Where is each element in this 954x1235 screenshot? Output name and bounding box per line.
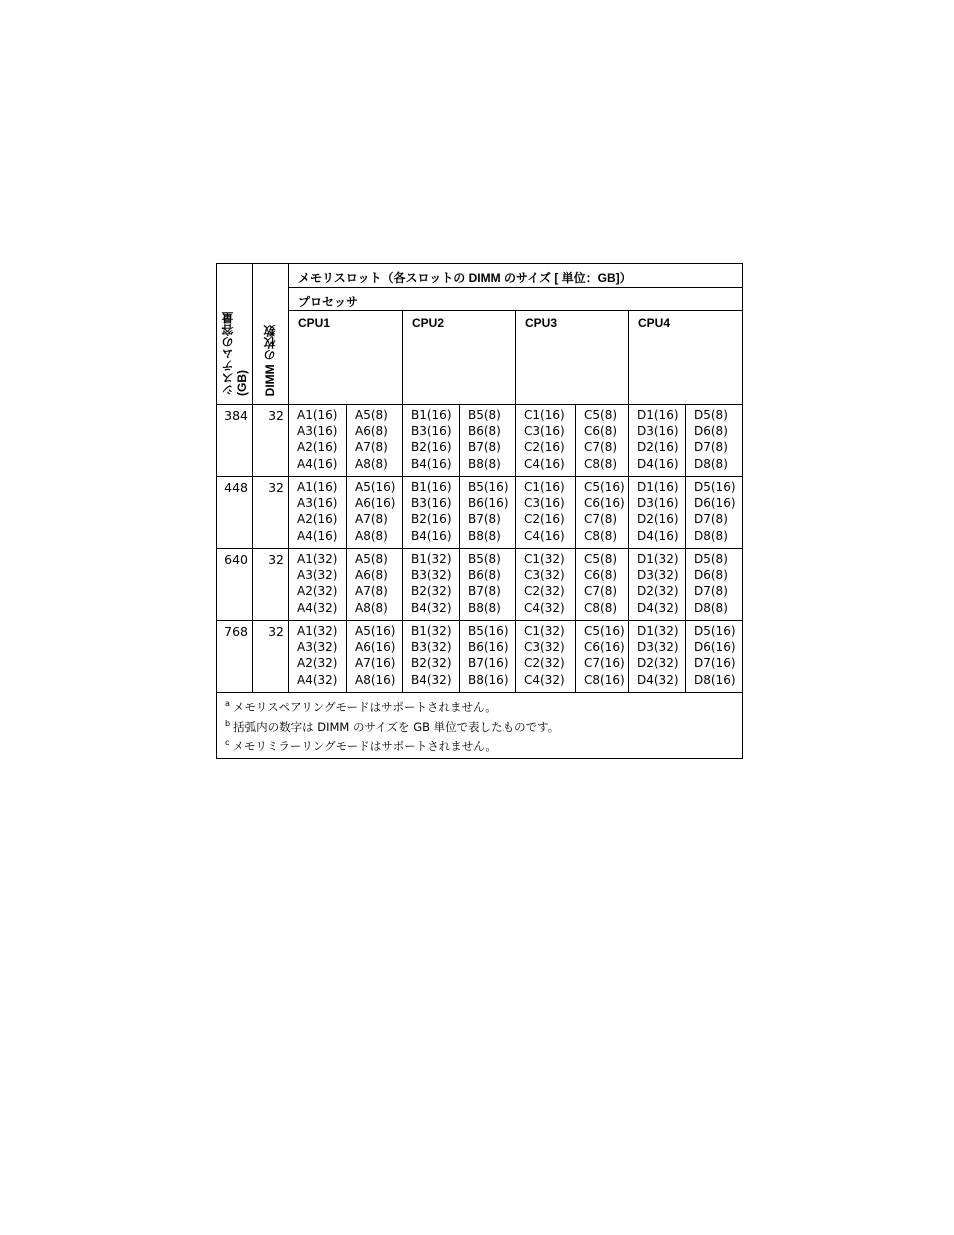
dimm-slot: A7(8) [355,512,388,527]
dimm-slot: C1(16) [524,408,565,422]
dimm-slot: C3(16) [524,496,565,511]
dimm-slot: B2(32) [411,584,452,599]
dimm-slot: A7(8) [355,440,388,455]
slot-cell [576,621,629,693]
dimm-slot: B8(8) [468,600,501,615]
dimm-slot: B7(8) [468,512,501,527]
slot-cell [347,477,403,549]
dimm-slot: C5(16) [584,480,625,494]
footnote-b: $^b$ 括弧内の数字は DIMM のサイズを GB 単位で表したものです。 [225,718,560,734]
dimm-slot: D8(8) [694,600,728,615]
dimm-slot: C5(16) [584,624,625,638]
dimm-slot: C8(8) [584,528,618,543]
dimm-slot: D4(16) [637,528,679,543]
dimm-slot: C3(32) [524,568,565,583]
dimm-slot: B6(16) [468,640,509,655]
dimm-slot: D4(32) [637,672,679,687]
dimm-slot: C5(8) [584,552,618,566]
dimm-slot: A6(8) [355,568,388,583]
slot-cell [516,621,576,693]
dimm-slot: A6(8) [355,424,388,439]
dimm-slot: B4(16) [411,456,452,471]
dimm-slot: D1(16) [637,408,679,422]
slot-cell [460,621,516,693]
dimm-slot: C8(8) [584,600,618,615]
slot-cell [403,549,460,621]
dimm-slot: A4(32) [297,672,338,687]
dimm-slot: D3(16) [637,424,679,439]
dimm-slot: D5(8) [694,408,728,422]
dimm-slot: A1(16) [297,408,338,422]
dimm-slot: D6(16) [694,496,736,511]
slot-cell [403,405,460,477]
slot-cell [289,621,347,693]
dimm-slot: B5(16) [468,624,509,638]
dimm-slot: C6(8) [584,424,618,439]
table-row [217,549,743,621]
capacity-header-line1: システムの容量 [221,312,235,396]
dimm-slot: B2(16) [411,512,452,527]
slot-cell [516,549,576,621]
dimm-count-cell: 32 [253,549,289,621]
dimm-slot: D1(32) [637,552,679,566]
dimm-slot: B7(8) [468,440,501,455]
slot-cell [289,477,347,549]
table-row [217,477,743,549]
dimm-slot: B8(16) [468,672,509,687]
dimm-slot: C7(16) [584,656,625,671]
dimm-slot: A6(16) [355,496,396,511]
dimm-slot: A2(16) [297,512,338,527]
dimm-slot: C8(8) [584,456,618,471]
dimm-slot: C6(8) [584,568,618,583]
dimm-slot: D6(8) [694,424,728,439]
slot-cell [347,621,403,693]
dimm-slot: A2(32) [297,656,338,671]
footnote-c: $^c$ メモリミラーリングモードはサポートされません。 [225,738,497,753]
dimm-slot: C7(8) [584,440,618,455]
dimm-count-cell: 32 [253,405,289,477]
dimm-slot: B3(32) [411,568,452,583]
dimm-slot: C8(16) [584,672,625,687]
footnote-a: $^a$ メモリスペアリングモードはサポートされません。 [225,699,497,714]
dimm-slot: A5(8) [355,552,388,566]
dimm-count-header: DIMM の枚数 [263,324,277,396]
cpu2-header: CPU2 [403,311,516,405]
dimm-slot: A1(32) [297,624,338,638]
dimm-slot: A3(16) [297,496,338,511]
dimm-slot: C7(8) [584,584,618,599]
cpu1-header: CPU1 [289,311,403,405]
dimm-slot: B4(16) [411,528,452,543]
dimm-slot: A3(32) [297,640,338,655]
dimm-slot: B6(8) [468,568,501,583]
dimm-slot: C4(16) [524,456,565,471]
dimm-slot: D1(16) [637,480,679,494]
dimm-slot: C6(16) [584,640,625,655]
dimm-slot: C5(8) [584,408,618,422]
dimm-slot: A2(16) [297,440,338,455]
dimm-slot: A8(8) [355,456,388,471]
dimm-slot: B4(32) [411,672,452,687]
footnotes [217,693,743,759]
dimm-slot: A4(32) [297,600,338,615]
dimm-slot: D1(32) [637,624,679,638]
table-row [217,621,743,693]
dimm-slot: D7(8) [694,584,728,599]
dimm-slot: C2(16) [524,512,565,527]
slot-cell [347,549,403,621]
dimm-slot: C1(16) [524,480,565,494]
capacity-cell: 768 [217,621,253,693]
dimm-count-header-cell [253,264,289,405]
dimm-slot: A5(8) [355,408,388,422]
dimm-slot: D7(16) [694,656,736,671]
dimm-slot: D8(16) [694,672,736,687]
slot-cell [516,405,576,477]
dimm-slot: B2(16) [411,440,452,455]
dimm-slot: D6(16) [694,640,736,655]
dimm-slot: C1(32) [524,624,565,638]
dimm-slot: C4(32) [524,600,565,615]
dimm-slot: D7(8) [694,512,728,527]
dimm-slot: C2(32) [524,656,565,671]
table-title: メモリスロット（各スロットの DIMM のサイズ [ 単位：GB]） [289,264,743,288]
cpu4-header: CPU4 [629,311,743,405]
dimm-slot: D5(16) [694,480,736,494]
dimm-slot: A8(8) [355,600,388,615]
capacity-cell: 384 [217,405,253,477]
dimm-slot: C2(32) [524,584,565,599]
dimm-slot: D4(32) [637,600,679,615]
dimm-slot: A5(16) [355,480,396,494]
dimm-slot: A7(8) [355,584,388,599]
slot-cell [460,405,516,477]
slot-cell [289,549,347,621]
dimm-slot: D4(16) [637,456,679,471]
dimm-slot: D5(16) [694,624,736,638]
capacity-cell: 448 [217,477,253,549]
dimm-slot: B5(16) [468,480,509,494]
dimm-slot: B8(8) [468,528,501,543]
dimm-slot: D8(8) [694,528,728,543]
dimm-slot: C3(16) [524,424,565,439]
dimm-slot: D2(32) [637,584,679,599]
slot-cell [686,621,743,693]
dimm-slot: D7(8) [694,440,728,455]
dimm-slot: A1(16) [297,480,338,494]
slot-cell [629,405,686,477]
dimm-slot: B3(32) [411,640,452,655]
dimm-slot: B3(16) [411,496,452,511]
dimm-slot: D2(16) [637,512,679,527]
dimm-slot: A4(16) [297,456,338,471]
dimm-slot: B8(8) [468,456,501,471]
dimm-slot: C6(16) [584,496,625,511]
dimm-slot: A8(16) [355,672,396,687]
dimm-slot: A4(16) [297,528,338,543]
slot-cell [686,477,743,549]
dimm-slot: A3(16) [297,424,338,439]
slot-cell [576,405,629,477]
dimm-slot: B1(16) [411,408,452,422]
slot-cell [576,477,629,549]
slot-cell [629,477,686,549]
cpu3-header: CPU3 [516,311,629,405]
dimm-slot: A5(16) [355,624,396,638]
dimm-slot: A7(16) [355,656,396,671]
dimm-slot: C2(16) [524,440,565,455]
slot-cell [460,477,516,549]
dimm-slot: C4(16) [524,528,565,543]
dimm-slot: B4(32) [411,600,452,615]
slot-cell [629,621,686,693]
dimm-slot: D6(8) [694,568,728,583]
dimm-slot: B3(16) [411,424,452,439]
dimm-slot: B1(32) [411,624,452,638]
dimm-count-cell: 32 [253,477,289,549]
table-body [217,405,743,693]
dimm-slot: A3(32) [297,568,338,583]
dimm-slot: B2(32) [411,656,452,671]
dimm-slot: B1(16) [411,480,452,494]
dimm-slot: B5(8) [468,552,501,566]
dimm-slot: A6(16) [355,640,396,655]
cpu-header-row [217,311,743,405]
dimm-slot: B7(16) [468,656,509,671]
dimm-slot: A1(32) [297,552,338,566]
dimm-slot: D2(16) [637,440,679,455]
slot-cell [347,405,403,477]
slot-cell [460,549,516,621]
capacity-header-line2: (GB) [235,370,249,396]
slot-cell [629,549,686,621]
slot-cell [516,477,576,549]
table-row [217,405,743,477]
dimm-slot: A2(32) [297,584,338,599]
dimm-slot: B6(8) [468,424,501,439]
dimm-slot: D5(8) [694,552,728,566]
slot-cell [289,405,347,477]
processor-header: プロセッサ [289,288,743,311]
slot-cell [686,549,743,621]
memory-configuration-table [216,263,743,759]
dimm-slot: B5(8) [468,408,501,422]
slot-cell [576,549,629,621]
dimm-slot: D3(16) [637,496,679,511]
dimm-slot: C7(8) [584,512,618,527]
slot-cell [686,405,743,477]
capacity-cell: 640 [217,549,253,621]
dimm-slot: B1(32) [411,552,452,566]
slot-cell [403,477,460,549]
dimm-slot: D3(32) [637,640,679,655]
capacity-header-cell [217,264,253,405]
dimm-count-cell: 32 [253,621,289,693]
dimm-slot: D3(32) [637,568,679,583]
dimm-slot: D2(32) [637,656,679,671]
dimm-slot: B6(16) [468,496,509,511]
dimm-slot: B7(8) [468,584,501,599]
dimm-slot: C3(32) [524,640,565,655]
dimm-slot: C4(32) [524,672,565,687]
dimm-slot: C1(32) [524,552,565,566]
dimm-slot: D8(8) [694,456,728,471]
dimm-slot: A8(8) [355,528,388,543]
slot-cell [403,621,460,693]
